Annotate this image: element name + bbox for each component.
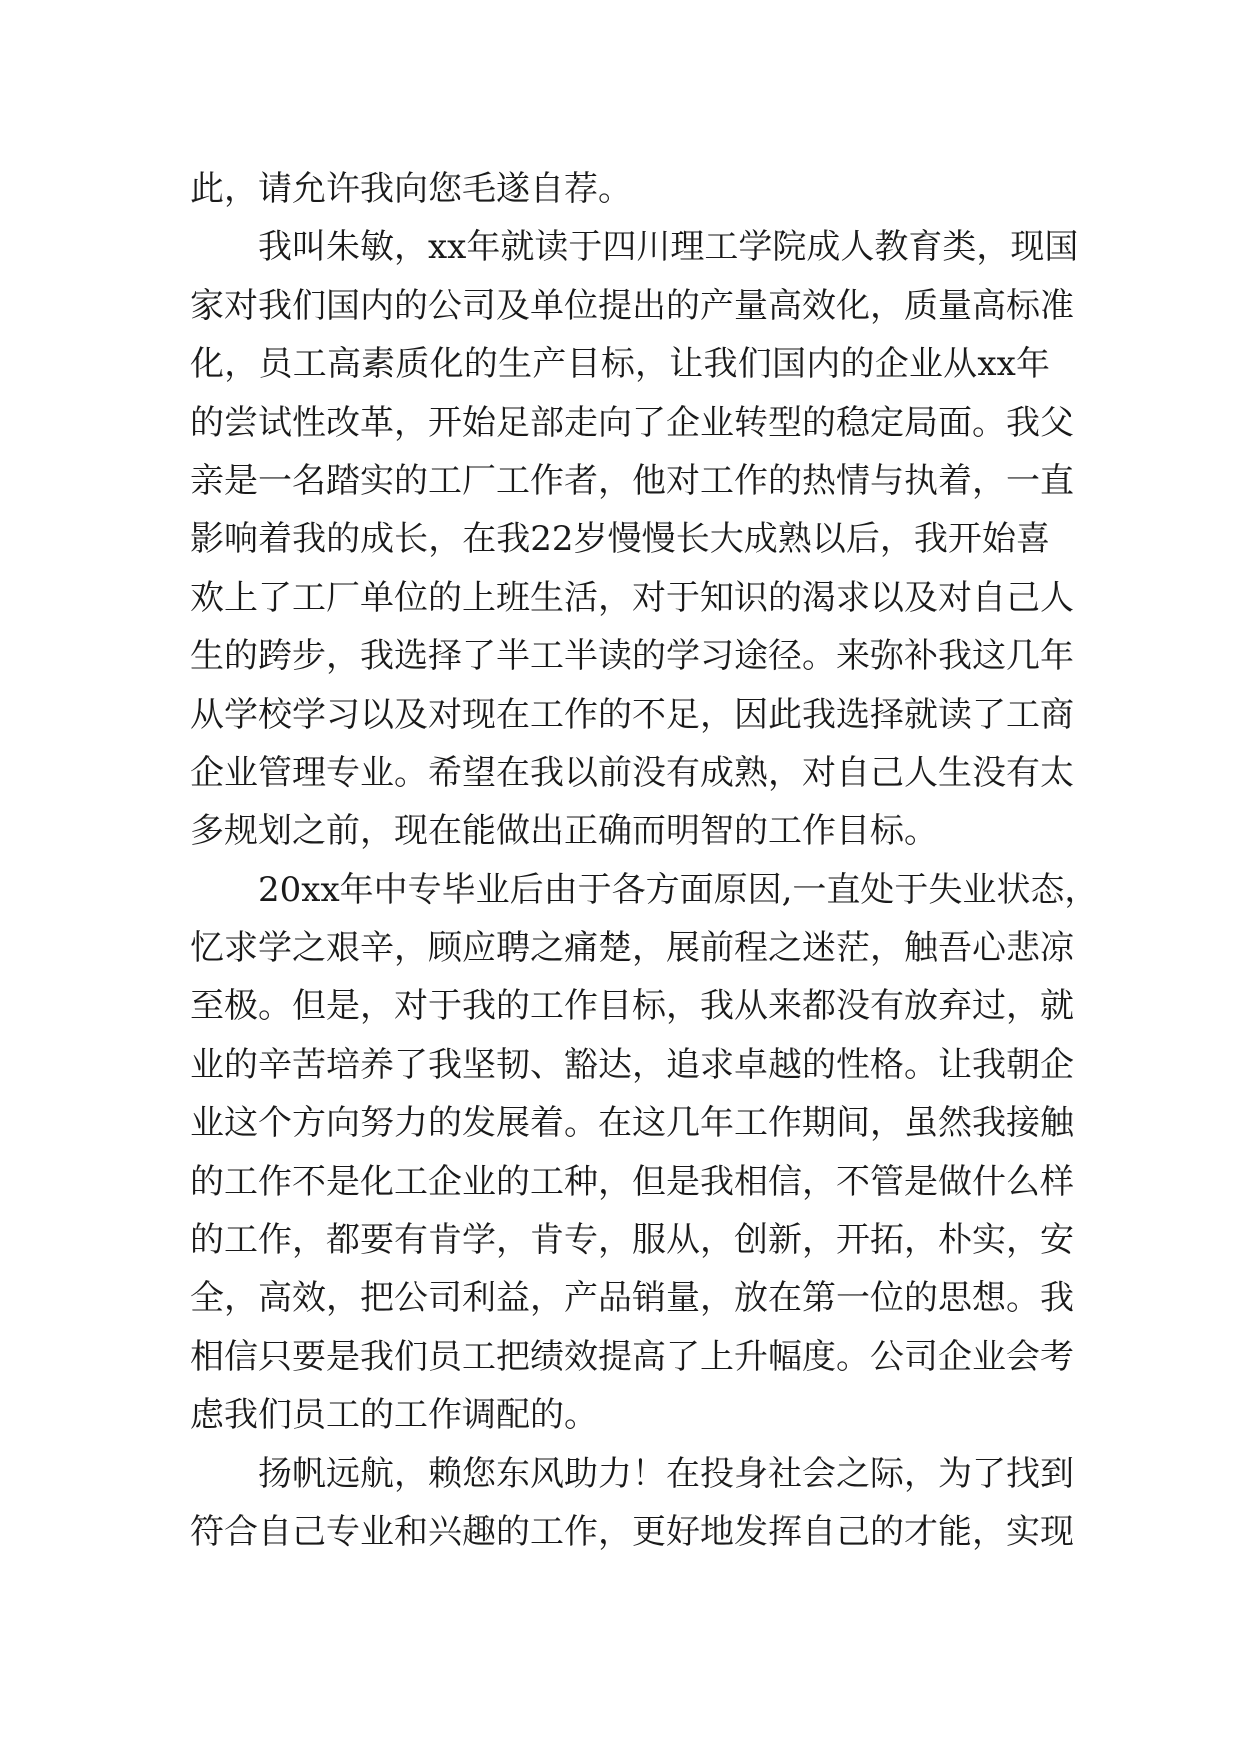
text-line: 家对我们国内的公司及单位提出的产量高效化，质量高标准 (190, 285, 1074, 326)
text-line: 生的跨步，我选择了半工半读的学习途径。来弥补我这几年 (190, 636, 1074, 677)
text-line: 企业管理专业。希望在我以前没有成熟，对自己人生没有太 (190, 752, 1074, 793)
text-line: 欢上了工厂单位的上班生活，对于知识的渴求以及对自己人 (190, 577, 1074, 618)
text-line: 虑我们员工的工作调配的。 (190, 1395, 598, 1436)
text-line: 我叫朱敏，xx年就读于四川理工学院成人教育类，现国 (258, 227, 1079, 268)
text-line: 业这个方向努力的发展着。在这几年工作期间，虽然我接触 (190, 1103, 1074, 1144)
text-line: 至极。但是，对于我的工作目标，我从来都没有放弃过，就 (190, 986, 1074, 1027)
text-line: 影响着我的成长，在我22岁慢慢长大成熟以后，我开始喜 (190, 519, 1050, 560)
text-line: 亲是一名踏实的工厂工作者，他对工作的热情与执着，一直 (190, 460, 1074, 501)
text-line: 20xx年中专毕业后由于各方面原因,一直处于失业状态， (258, 869, 1099, 910)
text-line: 化，员工高素质化的生产目标，让我们国内的企业从xx年 (190, 344, 1050, 385)
text-line: 的尝试性改革，开始足部走向了企业转型的稳定局面。我父 (190, 402, 1074, 443)
text-line: 忆求学之艰辛，顾应聘之痛楚，展前程之迷茫，触吾心悲凉 (190, 928, 1074, 969)
text-line: 此，请允许我向您毛遂自荐。 (190, 169, 632, 209)
letter-body (190, 160, 1099, 1561)
text-line: 全，高效，把公司利益，产品销量，放在第一位的思想。我 (190, 1278, 1074, 1319)
text-line: 业的辛苦培养了我坚韧、豁达，追求卓越的性格。让我朝企 (190, 1044, 1074, 1085)
text-line: 的工作不是化工企业的工种，但是我相信，不管是做什么样 (190, 1161, 1074, 1202)
text-line: 多规划之前，现在能做出正确而明智的工作目标。 (190, 811, 938, 852)
text-line: 从学校学习以及对现在工作的不足，因此我选择就读了工商 (190, 694, 1074, 735)
text-line: 相信只要是我们员工把绩效提高了上升幅度。公司企业会考 (190, 1336, 1074, 1377)
text-line: 扬帆远航，赖您东风助力！在投身社会之际，为了找到 (258, 1453, 1074, 1494)
text-line: 符合自己专业和兴趣的工作，更好地发挥自己的才能，实现 (190, 1511, 1074, 1552)
text-line: 的工作，都要有肯学，肯专，服从，创新，开拓，朴实，安 (190, 1220, 1074, 1261)
